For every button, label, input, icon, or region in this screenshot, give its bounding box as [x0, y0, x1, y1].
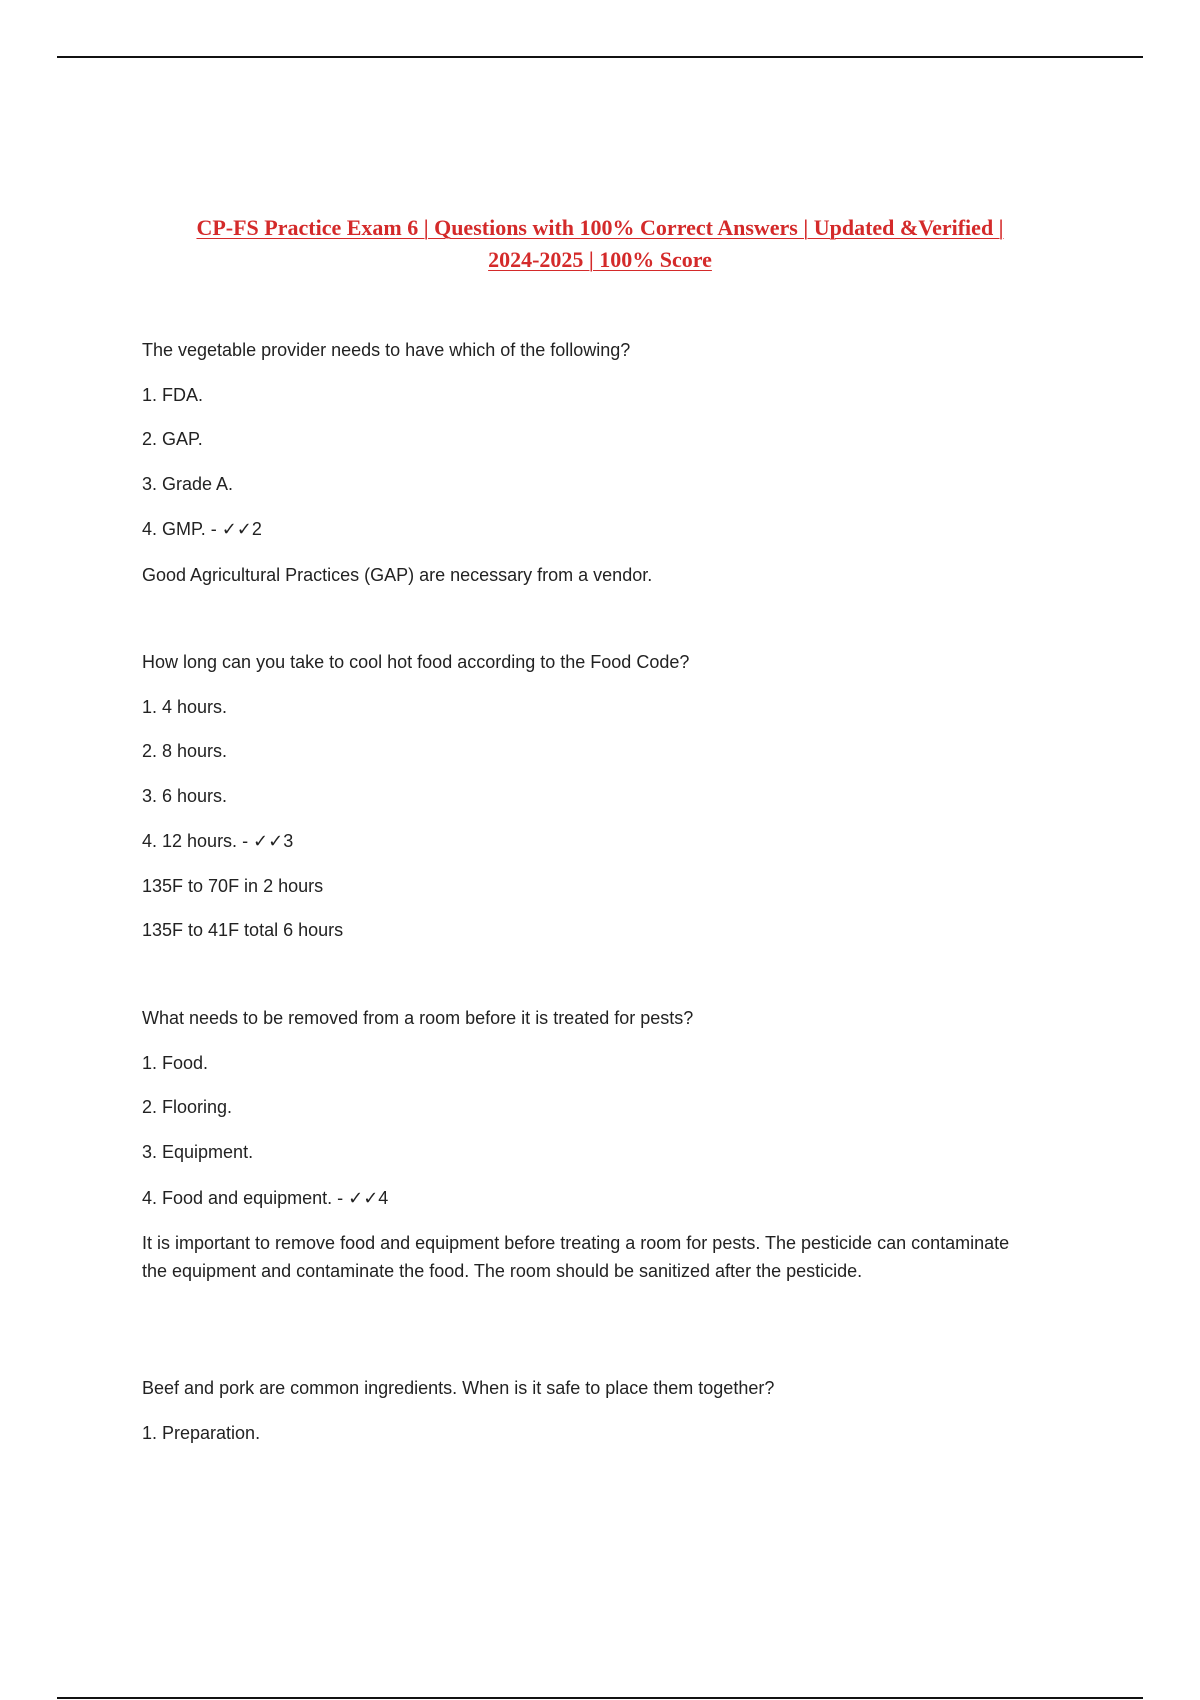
title-line-2: 2024-2025 | 100% Score: [488, 247, 712, 272]
document-title: [110, 212, 1090, 276]
question-1-option-2: 2. GAP.: [142, 429, 203, 449]
question-2-option-4-answer: 4. 12 hours. - ✓✓3: [142, 831, 294, 851]
title-line-1: CP-FS Practice Exam 6 | Questions with 100% Correct Answers | Updated &Verified |: [196, 215, 1004, 240]
question-1-text: The vegetable provider needs to have which of the following?: [142, 340, 631, 360]
top-rule: [57, 56, 1143, 58]
question-1-explanation: Good Agricultural Practices (GAP) are necessary from a vendor.: [142, 565, 653, 585]
question-3-option-1: 1. Food.: [142, 1053, 209, 1073]
question-2-option-2: 2. 8 hours.: [142, 741, 228, 761]
bottom-rule: [57, 1697, 1143, 1699]
question-2-explanation-2: 135F to 41F total 6 hours: [142, 920, 344, 940]
question-1-option-1: 1. FDA.: [142, 385, 204, 405]
question-3-option-3: 3. Equipment.: [142, 1142, 254, 1162]
question-1-option-4-answer: 4. GMP. - ✓✓2: [142, 519, 262, 539]
question-4-option-1: 1. Preparation.: [142, 1423, 261, 1443]
question-2-text: How long can you take to cool hot food according to the Food Code?: [142, 652, 690, 672]
question-2-option-3: 3. 6 hours.: [142, 786, 228, 806]
question-2-explanation-1: 135F to 70F in 2 hours: [142, 876, 324, 896]
question-1-option-3: 3. Grade A.: [142, 474, 234, 494]
question-4-text: Beef and pork are common ingredients. When is it safe to place them together?: [142, 1378, 775, 1398]
question-3-option-2: 2. Flooring.: [142, 1097, 233, 1117]
question-3-explanation: It is important to remove food and equipment before treating a room for pests. The pesticide can contaminate the equipment and contaminate the food. The room should be sanitized after the pesticide.: [142, 1233, 1010, 1281]
question-2-option-1: 1. 4 hours.: [142, 697, 228, 717]
question-3-option-4-answer: 4. Food and equipment. - ✓✓4: [142, 1188, 389, 1208]
question-3-text: What needs to be removed from a room before it is treated for pests?: [142, 1008, 694, 1028]
